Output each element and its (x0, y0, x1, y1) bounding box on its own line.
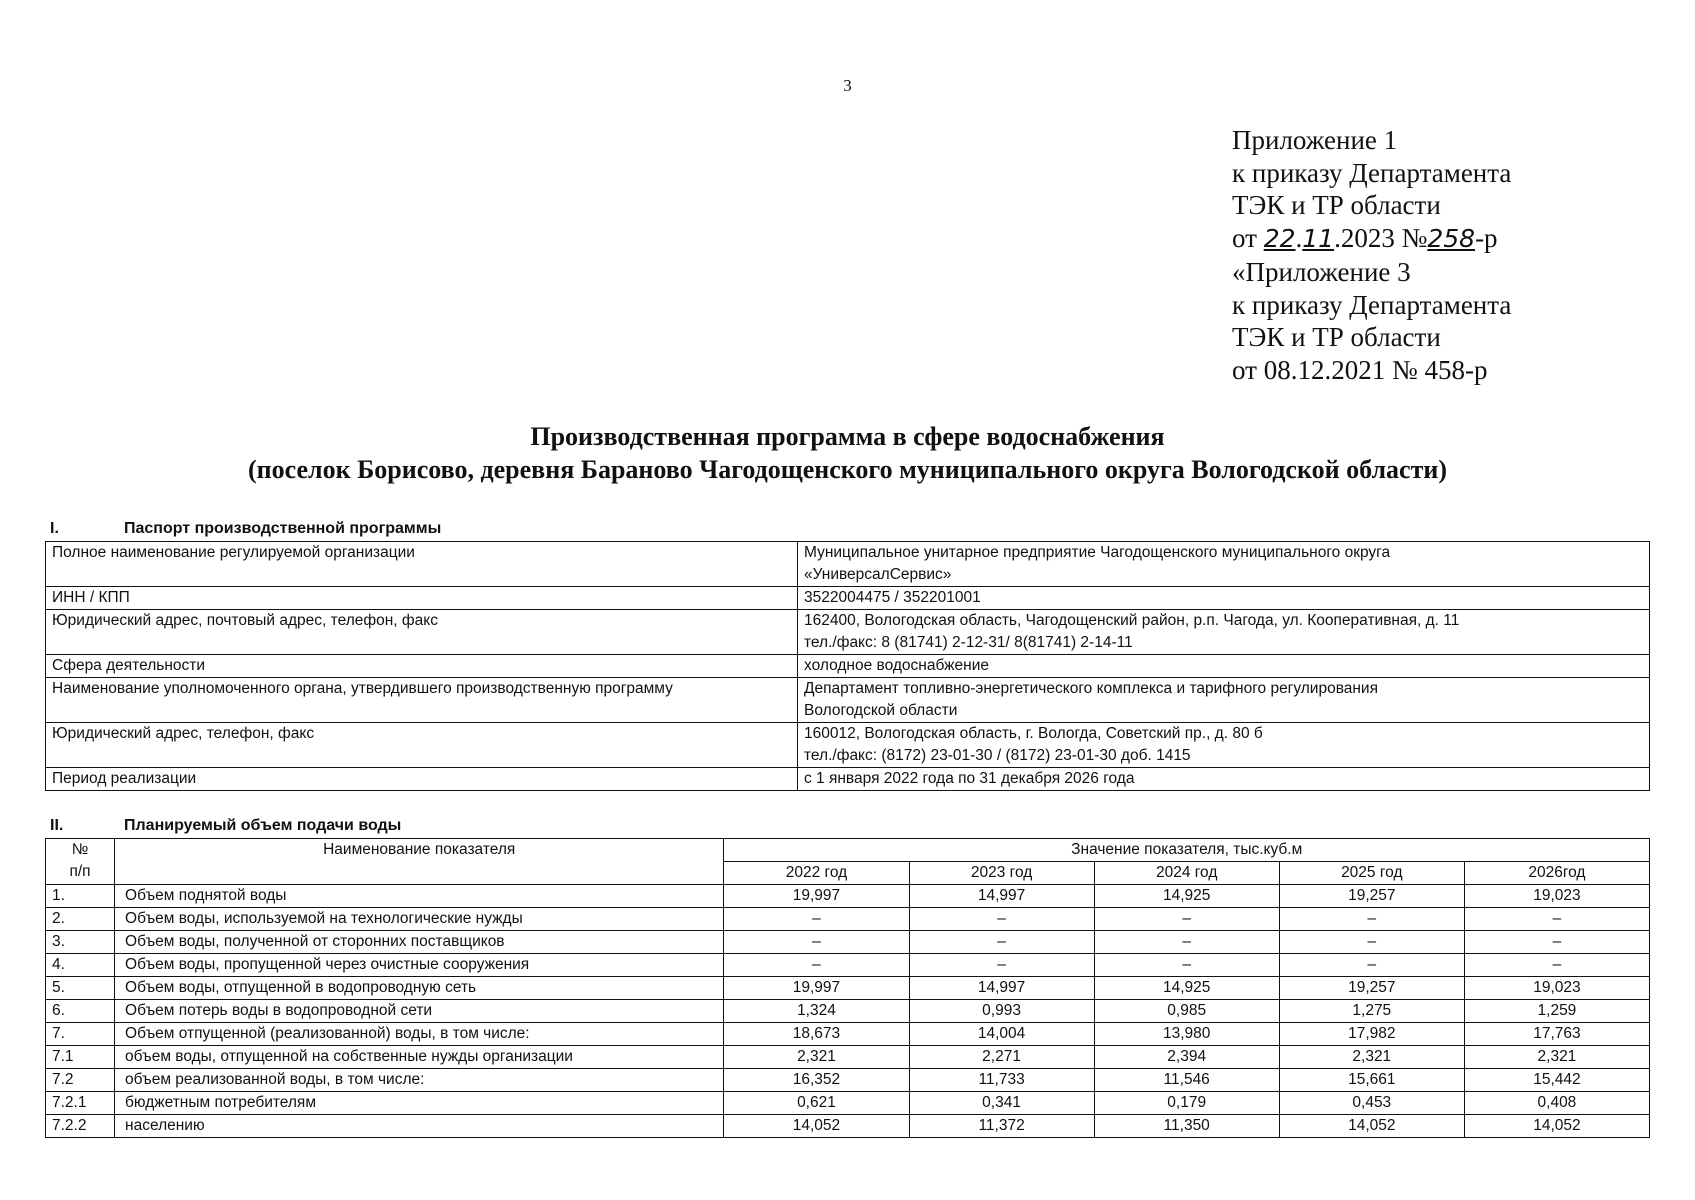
indicator-value: 19,257 (1279, 977, 1464, 1000)
passport-row (46, 723, 1650, 768)
indicator-value: – (1094, 908, 1279, 931)
indicator-value: 14,997 (909, 977, 1094, 1000)
indicator-value: – (724, 908, 909, 931)
row-number: 4. (46, 954, 115, 977)
indicator-name: населению (115, 1115, 724, 1138)
indicator-value: 0,621 (724, 1092, 909, 1115)
appendix-block (1232, 124, 1672, 387)
indicator-value: 19,997 (724, 885, 909, 908)
indicator-value: 17,763 (1464, 1023, 1649, 1046)
col-name-header: Наименование показателя (115, 839, 724, 885)
appendix-line: «Приложение 3 (1232, 256, 1411, 287)
passport-label: Наименование уполномоченного органа, утвердившего производственную программу (46, 678, 798, 723)
document-title (0, 420, 1695, 486)
passport-label: Юридический адрес, почтовый адрес, телефон, факс (46, 610, 798, 655)
section-title: Паспорт производственной программы (124, 520, 442, 537)
indicator-value: 1,275 (1279, 1000, 1464, 1023)
passport-value-line: 3522004475 / 352201001 (804, 589, 981, 606)
indicator-value: – (724, 931, 909, 954)
indicator-value: 0,341 (909, 1092, 1094, 1115)
col-num-line: № (71, 841, 89, 858)
indicator-value: 0,993 (909, 1000, 1094, 1023)
passport-row (46, 587, 1650, 610)
indicator-value: – (1094, 931, 1279, 954)
table-header-row (46, 839, 1650, 862)
indicator-value: 2,271 (909, 1046, 1094, 1069)
indicator-value: – (909, 954, 1094, 977)
date-separator: . (1295, 223, 1303, 254)
table-row (46, 1046, 1650, 1069)
passport-value-line: «УниверсалСервис» (804, 566, 952, 583)
indicator-name: Объем потерь воды в водопроводной сети (115, 1000, 724, 1023)
indicator-value: – (1094, 954, 1279, 977)
indicator-value: – (1464, 954, 1649, 977)
row-number: 3. (46, 931, 115, 954)
indicator-value: 11,372 (909, 1115, 1094, 1138)
indicator-value: – (1464, 931, 1649, 954)
indicator-value: 0,453 (1279, 1092, 1464, 1115)
indicator-value: 0,179 (1094, 1092, 1279, 1115)
table-row (46, 885, 1650, 908)
year-header: 2023 год (909, 862, 1094, 885)
page-number: 3 (843, 76, 852, 95)
passport-value-line: 162400, Вологодская область, Чагодощенский район, р.п. Чагода, ул. Кооперативная, д. 11 (804, 612, 1460, 629)
indicator-value: 2,394 (1094, 1046, 1279, 1069)
indicator-name: Объем воды, отпущенной в водопроводную сеть (115, 977, 724, 1000)
indicator-value: 0,985 (1094, 1000, 1279, 1023)
row-number: 6. (46, 1000, 115, 1023)
title-line: Производственная программа в сфере водоснабжения (530, 422, 1165, 451)
indicator-value: 14,004 (909, 1023, 1094, 1046)
passport-value (798, 768, 1650, 791)
appendix-line: ТЭК и ТР области (1232, 322, 1441, 353)
year-header: 2026год (1464, 862, 1649, 885)
passport-value (798, 610, 1650, 655)
table-row (46, 1092, 1650, 1115)
passport-row (46, 655, 1650, 678)
passport-value (798, 655, 1650, 678)
section-number: I. (50, 520, 59, 537)
indicator-value: – (1279, 931, 1464, 954)
table-row (46, 954, 1650, 977)
passport-value (798, 542, 1650, 587)
indicator-value: 14,925 (1094, 977, 1279, 1000)
passport-value-line: с 1 января 2022 года по 31 декабря 2026 года (804, 770, 1135, 787)
section2-heading (50, 817, 401, 835)
indicator-value: 2,321 (1279, 1046, 1464, 1069)
row-number: 2. (46, 908, 115, 931)
passport-value (798, 587, 1650, 610)
appendix-line: от 08.12.2021 № 458-р (1232, 354, 1488, 385)
passport-value-line: Вологодской области (804, 702, 958, 719)
passport-row (46, 678, 1650, 723)
indicator-value: 19,023 (1464, 977, 1649, 1000)
section-number: II. (50, 817, 64, 834)
passport-value-line: 160012, Вологодская область, г. Вологда, Советский пр., д. 80 б (804, 725, 1263, 742)
passport-row (46, 542, 1650, 587)
row-number: 7.1 (46, 1046, 115, 1069)
indicator-name: Объем воды, используемой на технологические нужды (115, 908, 724, 931)
passport-value-line: холодное водоснабжение (804, 657, 989, 674)
col-value-group-header: Значение показателя, тыс.куб.м (724, 839, 1650, 862)
passport-value (798, 723, 1650, 768)
indicator-value: 19,023 (1464, 885, 1649, 908)
row-number: 5. (46, 977, 115, 1000)
indicator-name: объем реализованной воды, в том числе: (115, 1069, 724, 1092)
indicator-value: 2,321 (1464, 1046, 1649, 1069)
passport-table (45, 541, 1650, 791)
indicator-value: 1,324 (724, 1000, 909, 1023)
table-row (46, 1115, 1650, 1138)
handwritten-day: 22 (1263, 224, 1296, 254)
table-row (46, 1023, 1650, 1046)
indicator-value: 19,997 (724, 977, 909, 1000)
table-row (46, 1000, 1650, 1023)
handwritten-order-number: 258 (1427, 224, 1476, 254)
indicator-value: 11,733 (909, 1069, 1094, 1092)
indicator-value: 19,257 (1279, 885, 1464, 908)
indicator-value: – (909, 931, 1094, 954)
indicator-name: Объем воды, полученной от сторонних поставщиков (115, 931, 724, 954)
row-number: 7. (46, 1023, 115, 1046)
indicator-name: объем воды, отпущенной на собственные нужды организации (115, 1046, 724, 1069)
passport-value-line: тел./факс: (8172) 23-01-30 / (8172) 23-01-30 доб. 1415 (804, 747, 1191, 764)
row-number: 7.2.1 (46, 1092, 115, 1115)
title-subtitle: (поселок Борисово, деревня Бараново Чагодощенского муниципального округа Вологодской области) (248, 455, 1447, 484)
passport-value (798, 678, 1650, 723)
section1-heading (50, 520, 441, 538)
indicator-value: 1,259 (1464, 1000, 1649, 1023)
appendix-line: Приложение 1 (1232, 125, 1398, 155)
indicator-value: 18,673 (724, 1023, 909, 1046)
col-num-line: п/п (69, 863, 91, 880)
year-header: 2022 год (724, 862, 909, 885)
appendix-order-suffix: -р (1475, 223, 1498, 254)
indicator-value: 17,982 (1279, 1023, 1464, 1046)
indicator-value: 11,350 (1094, 1115, 1279, 1138)
indicator-value: 14,997 (909, 885, 1094, 908)
appendix-line: к приказу Департамента (1232, 157, 1512, 188)
table-row (46, 977, 1650, 1000)
indicator-name: Объем отпущенной (реализованной) воды, в том числе: (115, 1023, 724, 1046)
passport-label: Юридический адрес, телефон, факс (46, 723, 798, 768)
appendix-line: ТЭК и ТР области (1232, 190, 1441, 221)
passport-value-line: Муниципальное унитарное предприятие Чагодощенского муниципального округа (804, 544, 1391, 561)
passport-label: Период реализации (46, 768, 798, 791)
table-row (46, 908, 1650, 931)
row-number: 7.2.2 (46, 1115, 115, 1138)
col-num-header (46, 839, 115, 885)
year-header: 2024 год (1094, 862, 1279, 885)
year-header: 2025 год (1279, 862, 1464, 885)
section-title: Планируемый объем подачи воды (124, 817, 402, 834)
handwritten-month: 11 (1302, 224, 1335, 254)
indicator-value: 0,408 (1464, 1092, 1649, 1115)
passport-row (46, 610, 1650, 655)
passport-value-line: тел./факс: 8 (81741) 2-12-31/ 8(81741) 2-14-11 (804, 634, 1133, 651)
appendix-order-line (1232, 222, 1672, 256)
indicator-value: 14,925 (1094, 885, 1279, 908)
passport-label: ИНН / КПП (46, 587, 798, 610)
table-row (46, 1069, 1650, 1092)
indicator-value: 15,442 (1464, 1069, 1649, 1092)
passport-row (46, 768, 1650, 791)
indicator-value: – (1464, 908, 1649, 931)
indicator-value: – (1279, 954, 1464, 977)
indicator-value: – (1279, 908, 1464, 931)
indicator-value: 13,980 (1094, 1023, 1279, 1046)
indicator-name: Объем поднятой воды (115, 885, 724, 908)
passport-label: Сфера деятельности (46, 655, 798, 678)
indicator-value: – (909, 908, 1094, 931)
appendix-order-prefix: от (1232, 223, 1264, 254)
row-number: 1. (46, 885, 115, 908)
indicator-value: 15,661 (1279, 1069, 1464, 1092)
indicator-value: 14,052 (1464, 1115, 1649, 1138)
indicator-value: 14,052 (724, 1115, 909, 1138)
appendix-order-mid: .2023 № (1334, 223, 1428, 254)
indicator-value: 14,052 (1279, 1115, 1464, 1138)
table-row (46, 931, 1650, 954)
indicator-value: 11,546 (1094, 1069, 1279, 1092)
indicator-value: 2,321 (724, 1046, 909, 1069)
passport-value-line: Департамент топливно-энергетического комплекса и тарифного регулирования (804, 680, 1378, 697)
indicator-name: Объем воды, пропущенной через очистные сооружения (115, 954, 724, 977)
indicator-name: бюджетным потребителям (115, 1092, 724, 1115)
row-number: 7.2 (46, 1069, 115, 1092)
appendix-line: к приказу Департамента (1232, 289, 1512, 320)
indicator-value: 16,352 (724, 1069, 909, 1092)
indicator-value: – (724, 954, 909, 977)
water-volume-table (45, 838, 1650, 1138)
passport-label: Полное наименование регулируемой организации (46, 542, 798, 587)
